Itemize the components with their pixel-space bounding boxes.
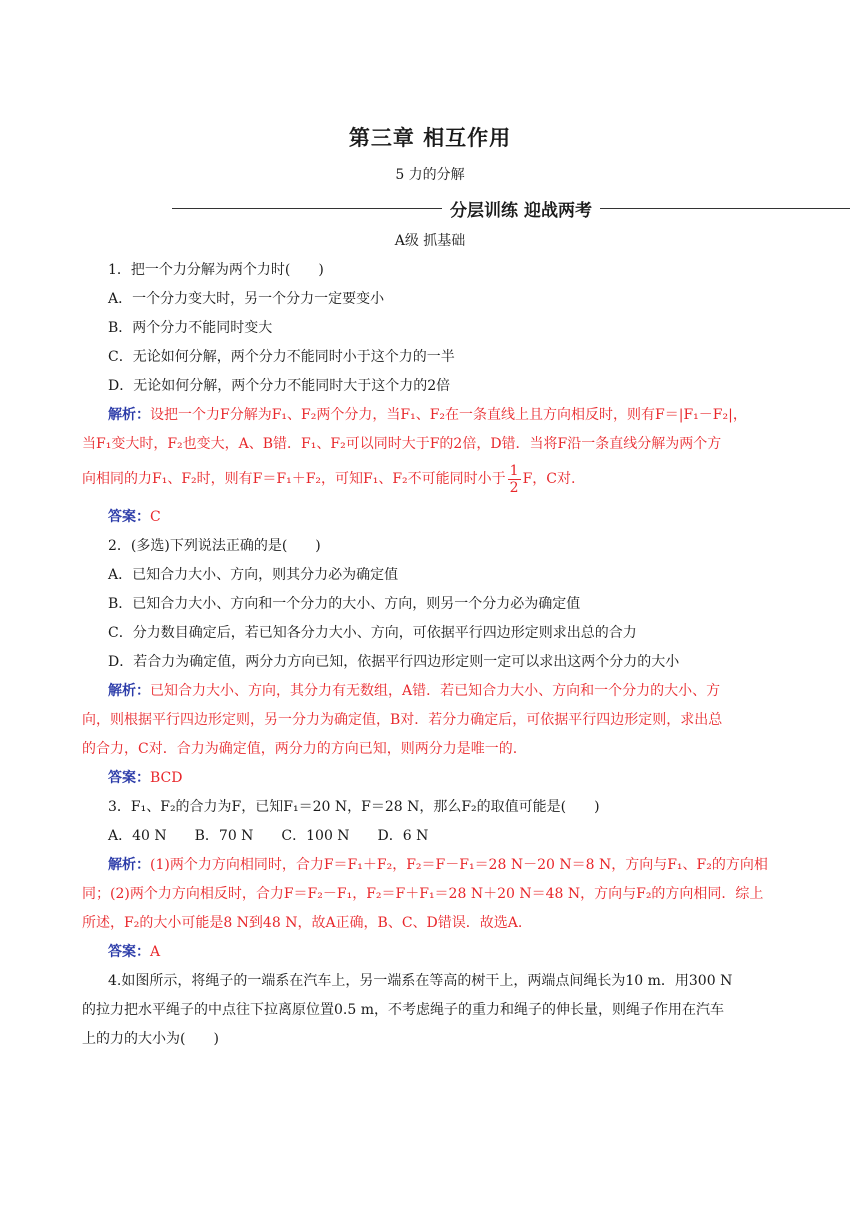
fraction-one-half: $\frac{1}{2}$ — [509, 462, 519, 496]
question-3-answer: 答案：A — [108, 944, 161, 960]
question-3-analysis-line-3: 所述，F₂的大小可能是8 N到48 N，故A正确，B、C、D错误．故选A. — [82, 915, 523, 931]
question-2-option-c: C．分力数目确定后，若已知各分力大小、方向，可依据平行四边形定则求出总的合力 — [108, 625, 637, 641]
answer-label: 答案： — [108, 944, 150, 960]
question-1-analysis-line-2: 当F₁变大时，F₂也变大，A、B错．F₁、F₂可以同时大于F的2倍，D错．当将F沿一条直线分解为两个方 — [82, 436, 722, 452]
question-1-option-c: C．无论如何分解，两个分力不能同时小于这个力的一半 — [108, 349, 455, 365]
question-2-analysis-line-2: 向，则根据平行四边形定则，另一分力为确定值，B对．若分力确定后，可依据平行四边形定则，求出总 — [82, 712, 723, 728]
question-1-option-a: A．一个分力变大时，另一个分力一定要变小 — [108, 291, 385, 307]
analysis-label: 解析： — [108, 857, 150, 873]
analysis-label: 解析： — [108, 407, 150, 423]
banner — [80, 196, 780, 222]
question-1-analysis-line-1: 解析：设把一个力F分解为F₁、F₂两个分力，当F₁、F₂在一条直线上且方向相反时，则有F＝|F₁－F₂|， — [108, 407, 747, 423]
chapter-title: 第三章 相互作用 — [348, 126, 512, 150]
question-4-stem-line-3: 上的力的大小为( ) — [82, 1031, 219, 1047]
question-list — [82, 256, 782, 1054]
question-2-analysis-line-3: 的合力，C对．合力为确定值，两分力的方向已知，则两分力是唯一的. — [82, 741, 518, 757]
answer-label: 答案： — [108, 509, 150, 525]
question-4-stem-line-1: 4.如图所示，将绳子的一端系在汽车上，另一端系在等高的树干上，两端点间绳长为10 m．用300 N — [108, 973, 733, 989]
question-2-answer: 答案：BCD — [108, 770, 183, 786]
question-1-stem: 1．把一个力分解为两个力时( ) — [108, 262, 324, 278]
question-1-analysis-line-3: 向相同的力F₁、F₂时，则有F＝F₁＋F₂，可知F₁、F₂不可能同时小于 $\frac{1}{2}$ F，C对. — [82, 462, 576, 496]
question-3-options: A．40 N B．70 N C．100 N D．6 N — [108, 828, 429, 844]
question-2-option-a: A．已知合力大小、方向，则其分力必为确定值 — [108, 567, 399, 583]
question-1-option-d: D．无论如何分解，两个分力不能同时大于这个力的2倍 — [108, 378, 451, 394]
banner-left-rule — [172, 208, 442, 209]
level-heading: A级 抓基础 — [394, 233, 466, 249]
question-2-option-b: B．已知合力大小、方向和一个分力的大小、方向，则另一个分力必为确定值 — [108, 596, 581, 612]
question-4-stem-line-2: 的拉力把水平绳子的中点往下拉离原位置0.5 m，不考虑绳子的重力和绳子的伸长量，则绳子作用在汽车 — [82, 1002, 724, 1018]
question-3-analysis-line-1: 解析：(1)两个力方向相同时，合力F＝F₁＋F₂，F₂＝F－F₁＝28 N－20 N＝8 N，方向与F₁、F₂的方向相 — [108, 857, 768, 873]
section-title: 5 力的分解 — [395, 167, 465, 183]
answer-label: 答案： — [108, 770, 150, 786]
question-3-analysis-line-2: 同；(2)两个力方向相反时，合力F＝F₂－F₁，F₂＝F＋F₁＝28 N＋20 N＝48 N，方向与F₂的方向相同．综上 — [82, 886, 764, 902]
question-2-analysis-line-1: 解析：已知合力大小、方向，其分力有无数组，A错．若已知合力大小、方向和一个分力的大小、方 — [108, 683, 721, 699]
banner-right-rule — [600, 208, 850, 209]
question-2-stem: 2．(多选)下列说法正确的是( ) — [108, 538, 321, 554]
question-1-answer: 答案：C — [108, 509, 161, 525]
question-3-stem: 3．F₁、F₂的合力为F，已知F₁＝20 N，F＝28 N，那么F₂的取值可能是( ) — [108, 799, 600, 815]
question-2-option-d: D．若合力为确定值，两分力方向已知，依据平行四边形定则一定可以求出这两个分力的大小 — [108, 654, 680, 670]
question-1-option-b: B．两个分力不能同时变大 — [108, 320, 273, 336]
analysis-label: 解析： — [108, 683, 150, 699]
banner-text: 分层训练 迎战两考 — [450, 201, 592, 221]
